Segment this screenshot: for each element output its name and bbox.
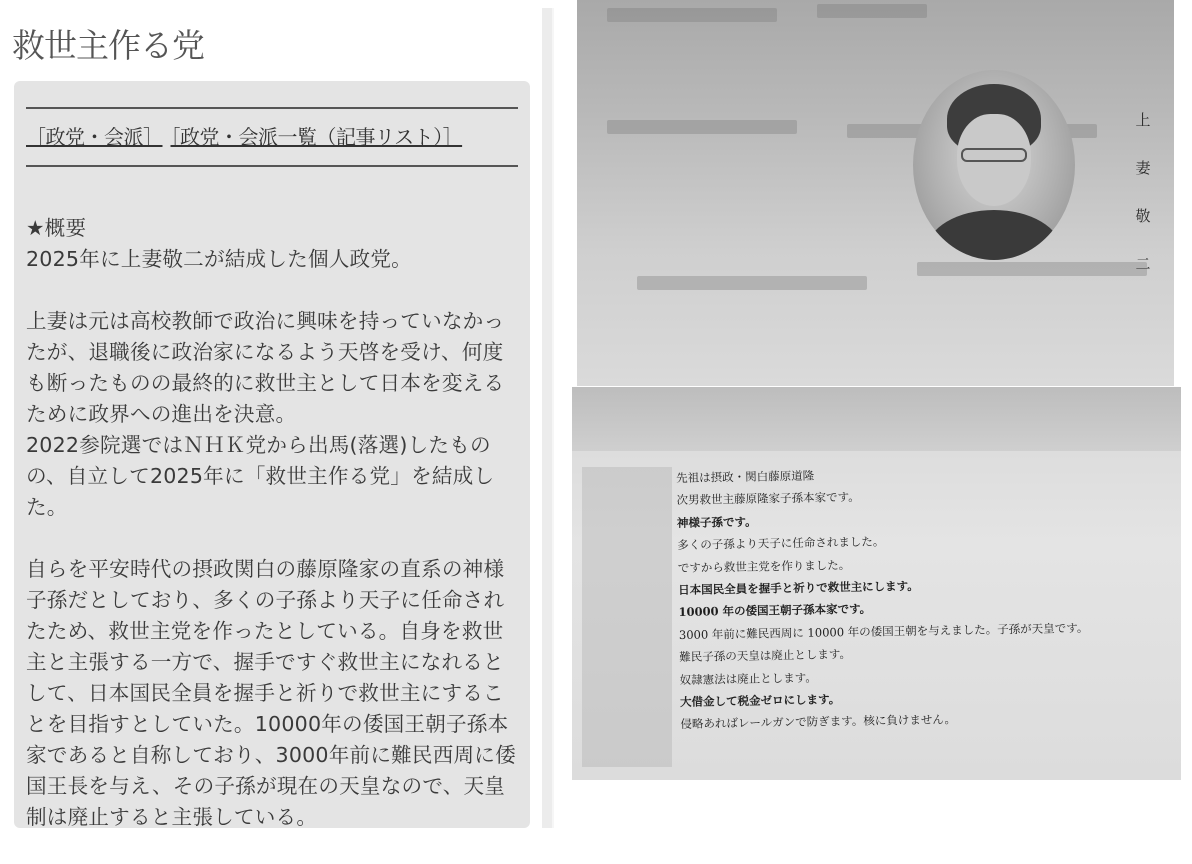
flyer-photo xyxy=(572,387,1181,780)
divider-top xyxy=(26,107,518,109)
overview-line: 2025年に上妻敬二が結成した個人政党。 xyxy=(26,247,412,271)
article-box xyxy=(14,81,530,828)
divider-bottom xyxy=(26,165,518,167)
flyer-line: ですから救世主党を作りました。 xyxy=(677,557,851,575)
article-body xyxy=(26,213,522,864)
category-links xyxy=(26,121,462,150)
paragraph-claims: 自らを平安時代の摂政関白の藤原隆家の直系の神様子孫だとしており、多くの子孫より天子に任命されたため、救世主党を作ったとしている。自身を救世主と主張する一方で、握手ですぐ救世主になれるとして、日本国民全員を握手と祈りで救世主にすることを目指すとしていた。10000年の倭国王朝子孫本家であると自称しており、3000年前に難民西周に倭国王長を与え、その子孫が現在の天皇なので、天皇制は廃止すると主張している。 xyxy=(26,557,516,829)
flyer-line: 多くの子孫より天子に任命されました。 xyxy=(677,534,885,553)
wiki-pane xyxy=(0,0,542,854)
category-link-party-list[interactable]: ［政党・会派一覧（記事リスト）］ xyxy=(170,125,463,149)
category-link-parties[interactable]: ［政党・会派］ xyxy=(26,125,163,149)
portrait-body xyxy=(927,210,1061,260)
flyer-line: 神様子孫です。 xyxy=(676,514,757,530)
vertical-name-char: 妻 xyxy=(1135,159,1151,177)
print-band xyxy=(817,4,927,18)
print-band xyxy=(917,262,1147,276)
flyer-line: 3000 年前に難民西周に 10000 年の倭国王朝を与えました。子孫が天皇です。 xyxy=(678,620,1089,642)
flyer-line: 次男救世主藤原隆家子孫本家です。 xyxy=(676,490,860,508)
paragraph-election: 2022参院選ではＮＨＫ党から出馬(落選)したものの、自立して2025年に「救世主作る党」を結成した。 xyxy=(26,433,495,519)
flyer-line: 大借金して税金ゼロにします。 xyxy=(679,692,841,710)
portrait-glasses xyxy=(961,148,1027,162)
vertical-name-char: 上 xyxy=(1135,111,1151,129)
vertical-name-char: 敬 xyxy=(1135,207,1151,225)
flyer-line: 10000 年の倭国王朝子孫本家です。 xyxy=(678,602,872,620)
vertical-name xyxy=(1131,96,1155,288)
flyer-text xyxy=(676,458,1181,736)
flyer-line: 日本国民全員を握手と祈りで救世主にします。 xyxy=(678,578,919,598)
portrait-image xyxy=(913,70,1075,260)
scrollbar-track[interactable] xyxy=(542,8,554,828)
print-band xyxy=(637,276,867,290)
flyer-line: 先祖は摂政・関白藤原道隆 xyxy=(676,468,815,485)
page-title: 救世主作る党 xyxy=(12,26,204,65)
flyer-line: 奴隷憲法は廃止とします。 xyxy=(679,670,817,687)
overview-heading: ★概要 xyxy=(26,216,87,240)
portrait-photo xyxy=(577,0,1174,386)
flyer-column-bleed xyxy=(582,467,672,767)
flyer-banner-bleed xyxy=(572,387,1181,451)
flyer-line: 難民子孫の天皇は廃止とします。 xyxy=(679,647,852,665)
vertical-name-char: 二 xyxy=(1135,255,1151,273)
print-band xyxy=(607,8,777,22)
flyer-line: 侵略あればレールガンで防ぎます。核に負けません。 xyxy=(680,712,957,732)
paragraph-background: 上妻は元は高校教師で政治に興味を持っていなかったが、退職後に政治家になるよう天啓を受け、何度も断ったものの最終的に救世主として日本を変えるために政界への進出を決意。 xyxy=(26,309,505,426)
print-band xyxy=(607,120,797,134)
